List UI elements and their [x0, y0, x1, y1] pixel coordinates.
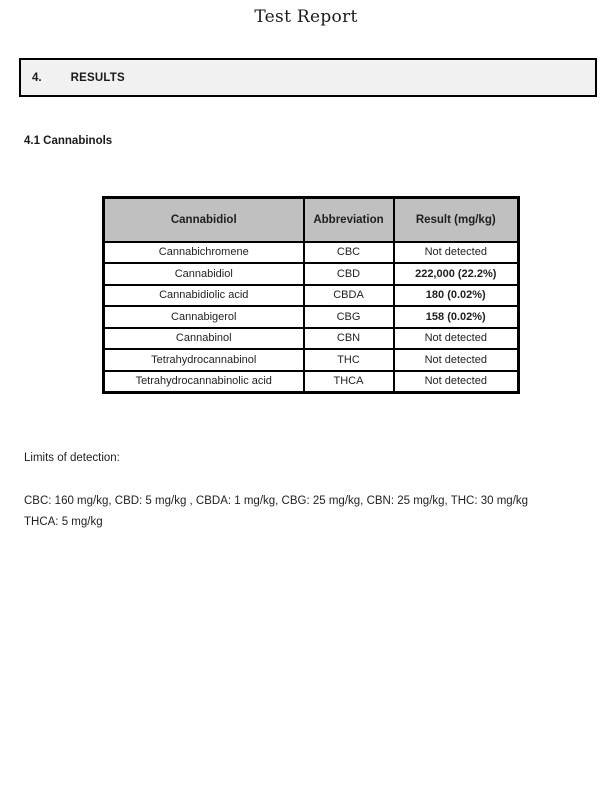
- compound-cell: Cannabidiolic acid: [104, 285, 304, 307]
- compound-cell: Cannabinol: [104, 328, 304, 350]
- table-row: [104, 349, 519, 371]
- abbreviation-cell: THC: [304, 349, 394, 371]
- limits-line-1: CBC: 160 mg/kg, CBD: 5 mg/kg , CBDA: 1 mg/kg, CBG: 25 mg/kg, CBN: 25 mg/kg, THC: 30 mg/kg: [24, 495, 529, 507]
- column-header-cannabidiol: Cannabidiol: [104, 198, 304, 242]
- compound-cell: Cannabidiol: [104, 263, 304, 285]
- result-cell: 158 (0.02%): [394, 306, 519, 328]
- section-number: 4.: [32, 71, 42, 84]
- column-header-abbreviation: Abbreviation: [304, 198, 394, 242]
- abbreviation-cell: CBD: [304, 263, 394, 285]
- column-header-result: Result (mg/kg): [394, 198, 519, 242]
- result-cell: 180 (0.02%): [394, 285, 519, 307]
- section-title: RESULTS: [70, 71, 125, 84]
- abbreviation-cell: THCA: [304, 371, 394, 393]
- table-row: [104, 242, 519, 264]
- abbreviation-cell: CBC: [304, 242, 394, 264]
- compound-cell: Cannabigerol: [104, 306, 304, 328]
- result-cell: 222,000 (22.2%): [394, 263, 519, 285]
- abbreviation-cell: CBDA: [304, 285, 394, 307]
- compound-cell: Cannabichromene: [104, 242, 304, 264]
- subsection-heading: 4.1 Cannabinols: [24, 135, 113, 147]
- abbreviation-cell: CBN: [304, 328, 394, 350]
- results-section-banner: [19, 58, 597, 97]
- document-title: Test Report: [254, 7, 358, 27]
- result-cell: Not detected: [394, 371, 519, 393]
- limits-of-detection-values: [24, 491, 589, 533]
- limits-of-detection-label: Limits of detection:: [24, 452, 120, 464]
- result-cell: Not detected: [394, 328, 519, 350]
- abbreviation-cell: CBG: [304, 306, 394, 328]
- table-row: [104, 285, 519, 307]
- limits-line-2: THCA: 5 mg/kg: [24, 516, 103, 528]
- table-header-row: [104, 198, 519, 242]
- table-row: [104, 263, 519, 285]
- table-row: [104, 306, 519, 328]
- compound-cell: Tetrahydrocannabinolic acid: [104, 371, 304, 393]
- table-row: [104, 371, 519, 393]
- result-cell: Not detected: [394, 349, 519, 371]
- result-cell: Not detected: [394, 242, 519, 264]
- compound-cell: Tetrahydrocannabinol: [104, 349, 304, 371]
- table-row: [104, 328, 519, 350]
- cannabinoid-results-table: [102, 196, 520, 394]
